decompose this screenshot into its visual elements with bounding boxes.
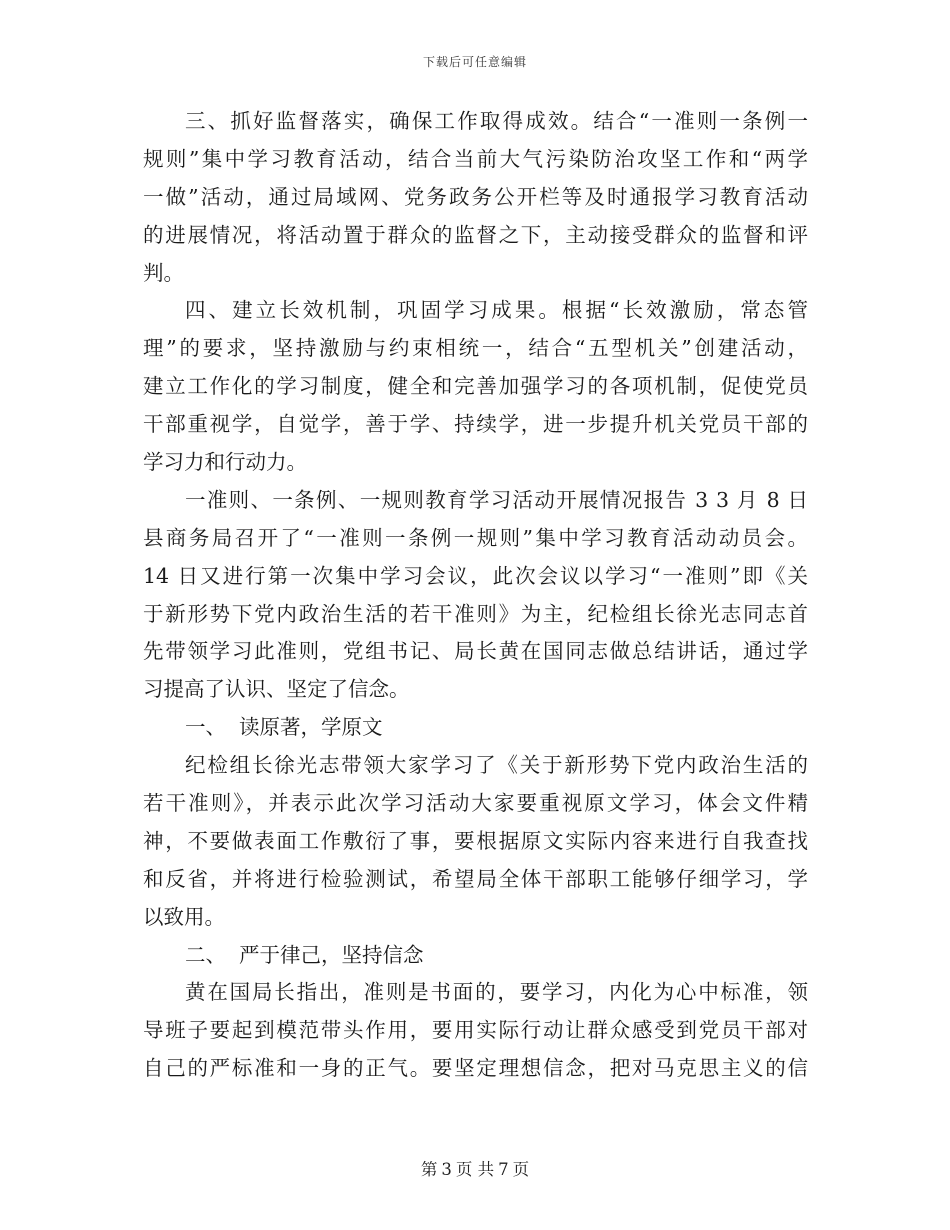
text-line: 和反省，并将进行检验测试，希望局全体干部职工能够仔细学习，学: [143, 866, 808, 891]
text-line: 一、 读原著，学原文: [185, 715, 383, 740]
text-line: 县商务局召开了“一准则一条例一规则”集中学习教育活动动员会。: [143, 525, 808, 550]
text-line: 四、建立长效机制，巩固学习成果。根据“长效激励，常态管: [185, 298, 808, 323]
current-page-number: 3: [441, 1160, 452, 1179]
document-body: [143, 103, 808, 1088]
total-page-number: 7: [498, 1160, 509, 1179]
text-line: 二、 严于律己，坚持信念: [185, 942, 424, 967]
text-line: 导班子要起到模范带头作用，要用实际行动让群众感受到党员干部对: [143, 1018, 808, 1043]
footer-middle: 页 共: [455, 1160, 495, 1179]
text-line: 的进展情况，将活动置于群众的监督之下，主动接受群众的监督和评: [143, 222, 808, 247]
text-line: 黄在国局长指出，准则是书面的，要学习，内化为心中标准，领: [185, 980, 808, 1005]
text-line: 纪检组长徐光志带领大家学习了《关于新形势下党内政治生活的: [185, 753, 808, 778]
page-header: 下载后可任意编辑: [422, 55, 527, 69]
page-footer: [0, 1156, 950, 1180]
text-line: 规则”集中学习教育活动，结合当前大气污染防治攻坚工作和“两学: [143, 146, 808, 171]
text-line: 神，不要做表面工作敷衍了事，要根据原文实际内容来进行自我查找: [143, 828, 808, 853]
text-line: 学习力和行动力。: [143, 450, 307, 475]
footer-suffix: 页: [512, 1160, 530, 1179]
footer-prefix: 第: [420, 1160, 438, 1179]
text-line: 自己的严标准和一身的正气。要坚定理想信念，把对马克思主义的信: [143, 1056, 808, 1081]
text-line: 先带领学习此准则，党组书记、局长黄在国同志做总结讲话，通过学: [143, 639, 808, 664]
text-line: 判。: [143, 260, 184, 285]
text-line: 若干准则》，并表示此次学习活动大家要重视原文学习，体会文件精: [143, 791, 808, 816]
text-line: 一准则、一条例、一规则教育学习活动开展情况报告 3 3 月 8 日: [185, 487, 808, 512]
text-line: 习提高了认识、坚定了信念。: [143, 677, 410, 702]
text-line: 三、抓好监督落实，确保工作取得成效。结合“一准则一条例一: [185, 109, 808, 133]
text-line: 理”的要求，坚持激励与约束相统一，结合“五型机关”创建活动，: [143, 336, 808, 361]
text-line: 干部重视学，自觉学，善于学、持续学，进一步提升机关党员干部的: [143, 412, 808, 437]
text-line: 建立工作化的学习制度，健全和完善加强学习的各项机制，促使党员: [143, 374, 808, 399]
text-line: 14 日又进行第一次集中学习会议，此次会议以学习“一准则”即《关: [143, 563, 808, 588]
text-line: 一做”活动，通过局域网、党务政务公开栏等及时通报学习教育活动: [143, 184, 808, 209]
text-line: 以致用。: [143, 904, 225, 929]
text-line: 于新形势下党内政治生活的若干准则》为主，纪检组长徐光志同志首: [143, 601, 808, 626]
